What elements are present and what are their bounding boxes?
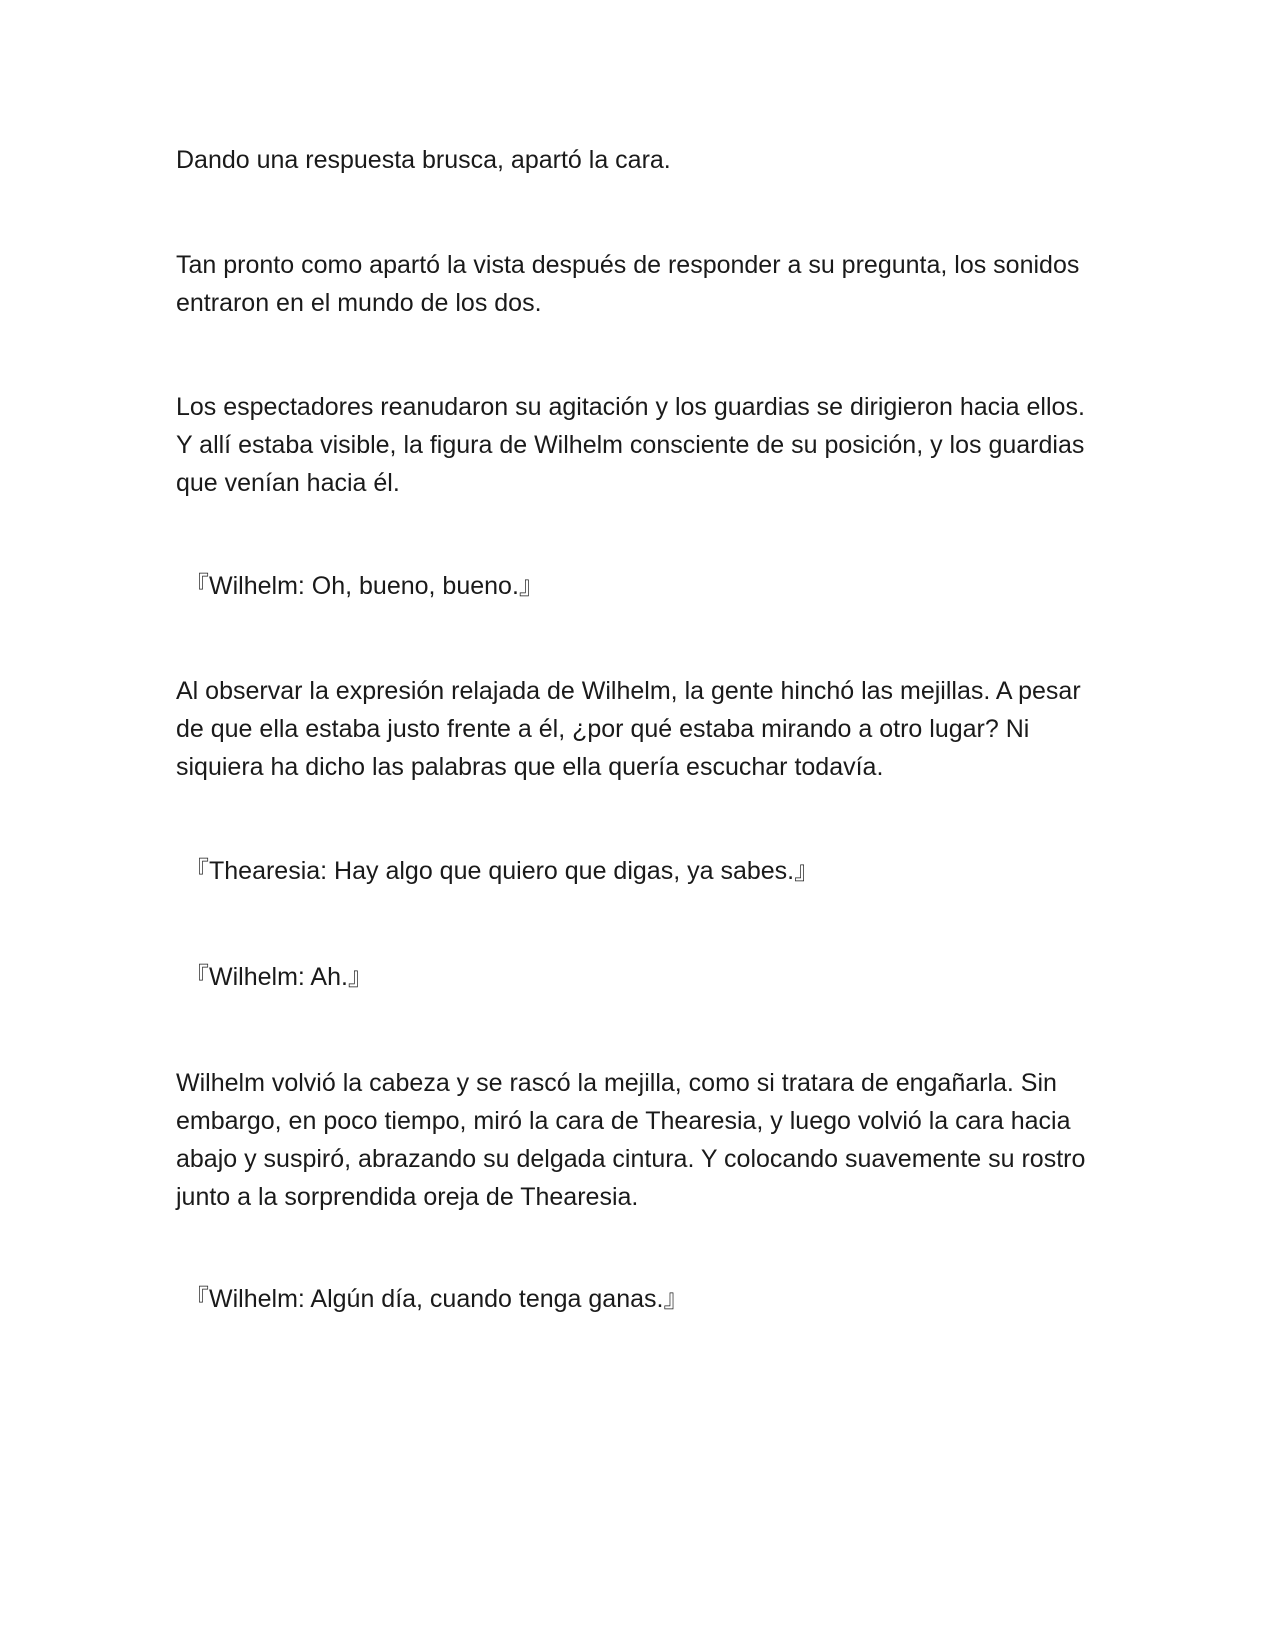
dialogue-wilhelm-3: 『Wilhelm: Algún día, cuando tenga ganas.』 bbox=[184, 1285, 689, 1313]
paragraph-4: Al observar la expresión relajada de Wilhelm, la gente hinchó las mejillas. A pesar de que ella estaba justo frente a él, ¿por qué estaba mirando a otro lugar? Ni siquiera ha dicho las palabras que ella quería escuchar todavía. bbox=[176, 677, 1081, 781]
dialogue-thearesia-1: 『Thearesia: Hay algo que quiero que digas, ya sabes.』 bbox=[184, 857, 820, 885]
dialogue-wilhelm-2: 『Wilhelm: Ah.』 bbox=[184, 963, 373, 991]
paragraph-1: Dando una respuesta brusca, apartó la cara. bbox=[176, 146, 671, 174]
dialogue-wilhelm-1: 『Wilhelm: Oh, bueno, bueno.』 bbox=[184, 572, 544, 600]
paragraph-5: Wilhelm volvió la cabeza y se rascó la mejilla, como si tratara de engañarla. Sin embargo, en poco tiempo, miró la cara de Thearesia, y luego volvió la cara hacia abajo y suspiró, abrazando su delgada cintura. Y colocando suavemente su rostro junto a la sorprendida oreja de Thearesia. bbox=[176, 1069, 1086, 1211]
paragraph-3: Los espectadores reanudaron su agitación y los guardias se dirigieron hacia ellos. Y allí estaba visible, la figura de Wilhelm consciente de su posición, y los guardias que venían hacia él. bbox=[176, 393, 1085, 497]
paragraph-2: Tan pronto como apartó la vista después de responder a su pregunta, los sonidos entraron en el mundo de los dos. bbox=[176, 251, 1080, 317]
